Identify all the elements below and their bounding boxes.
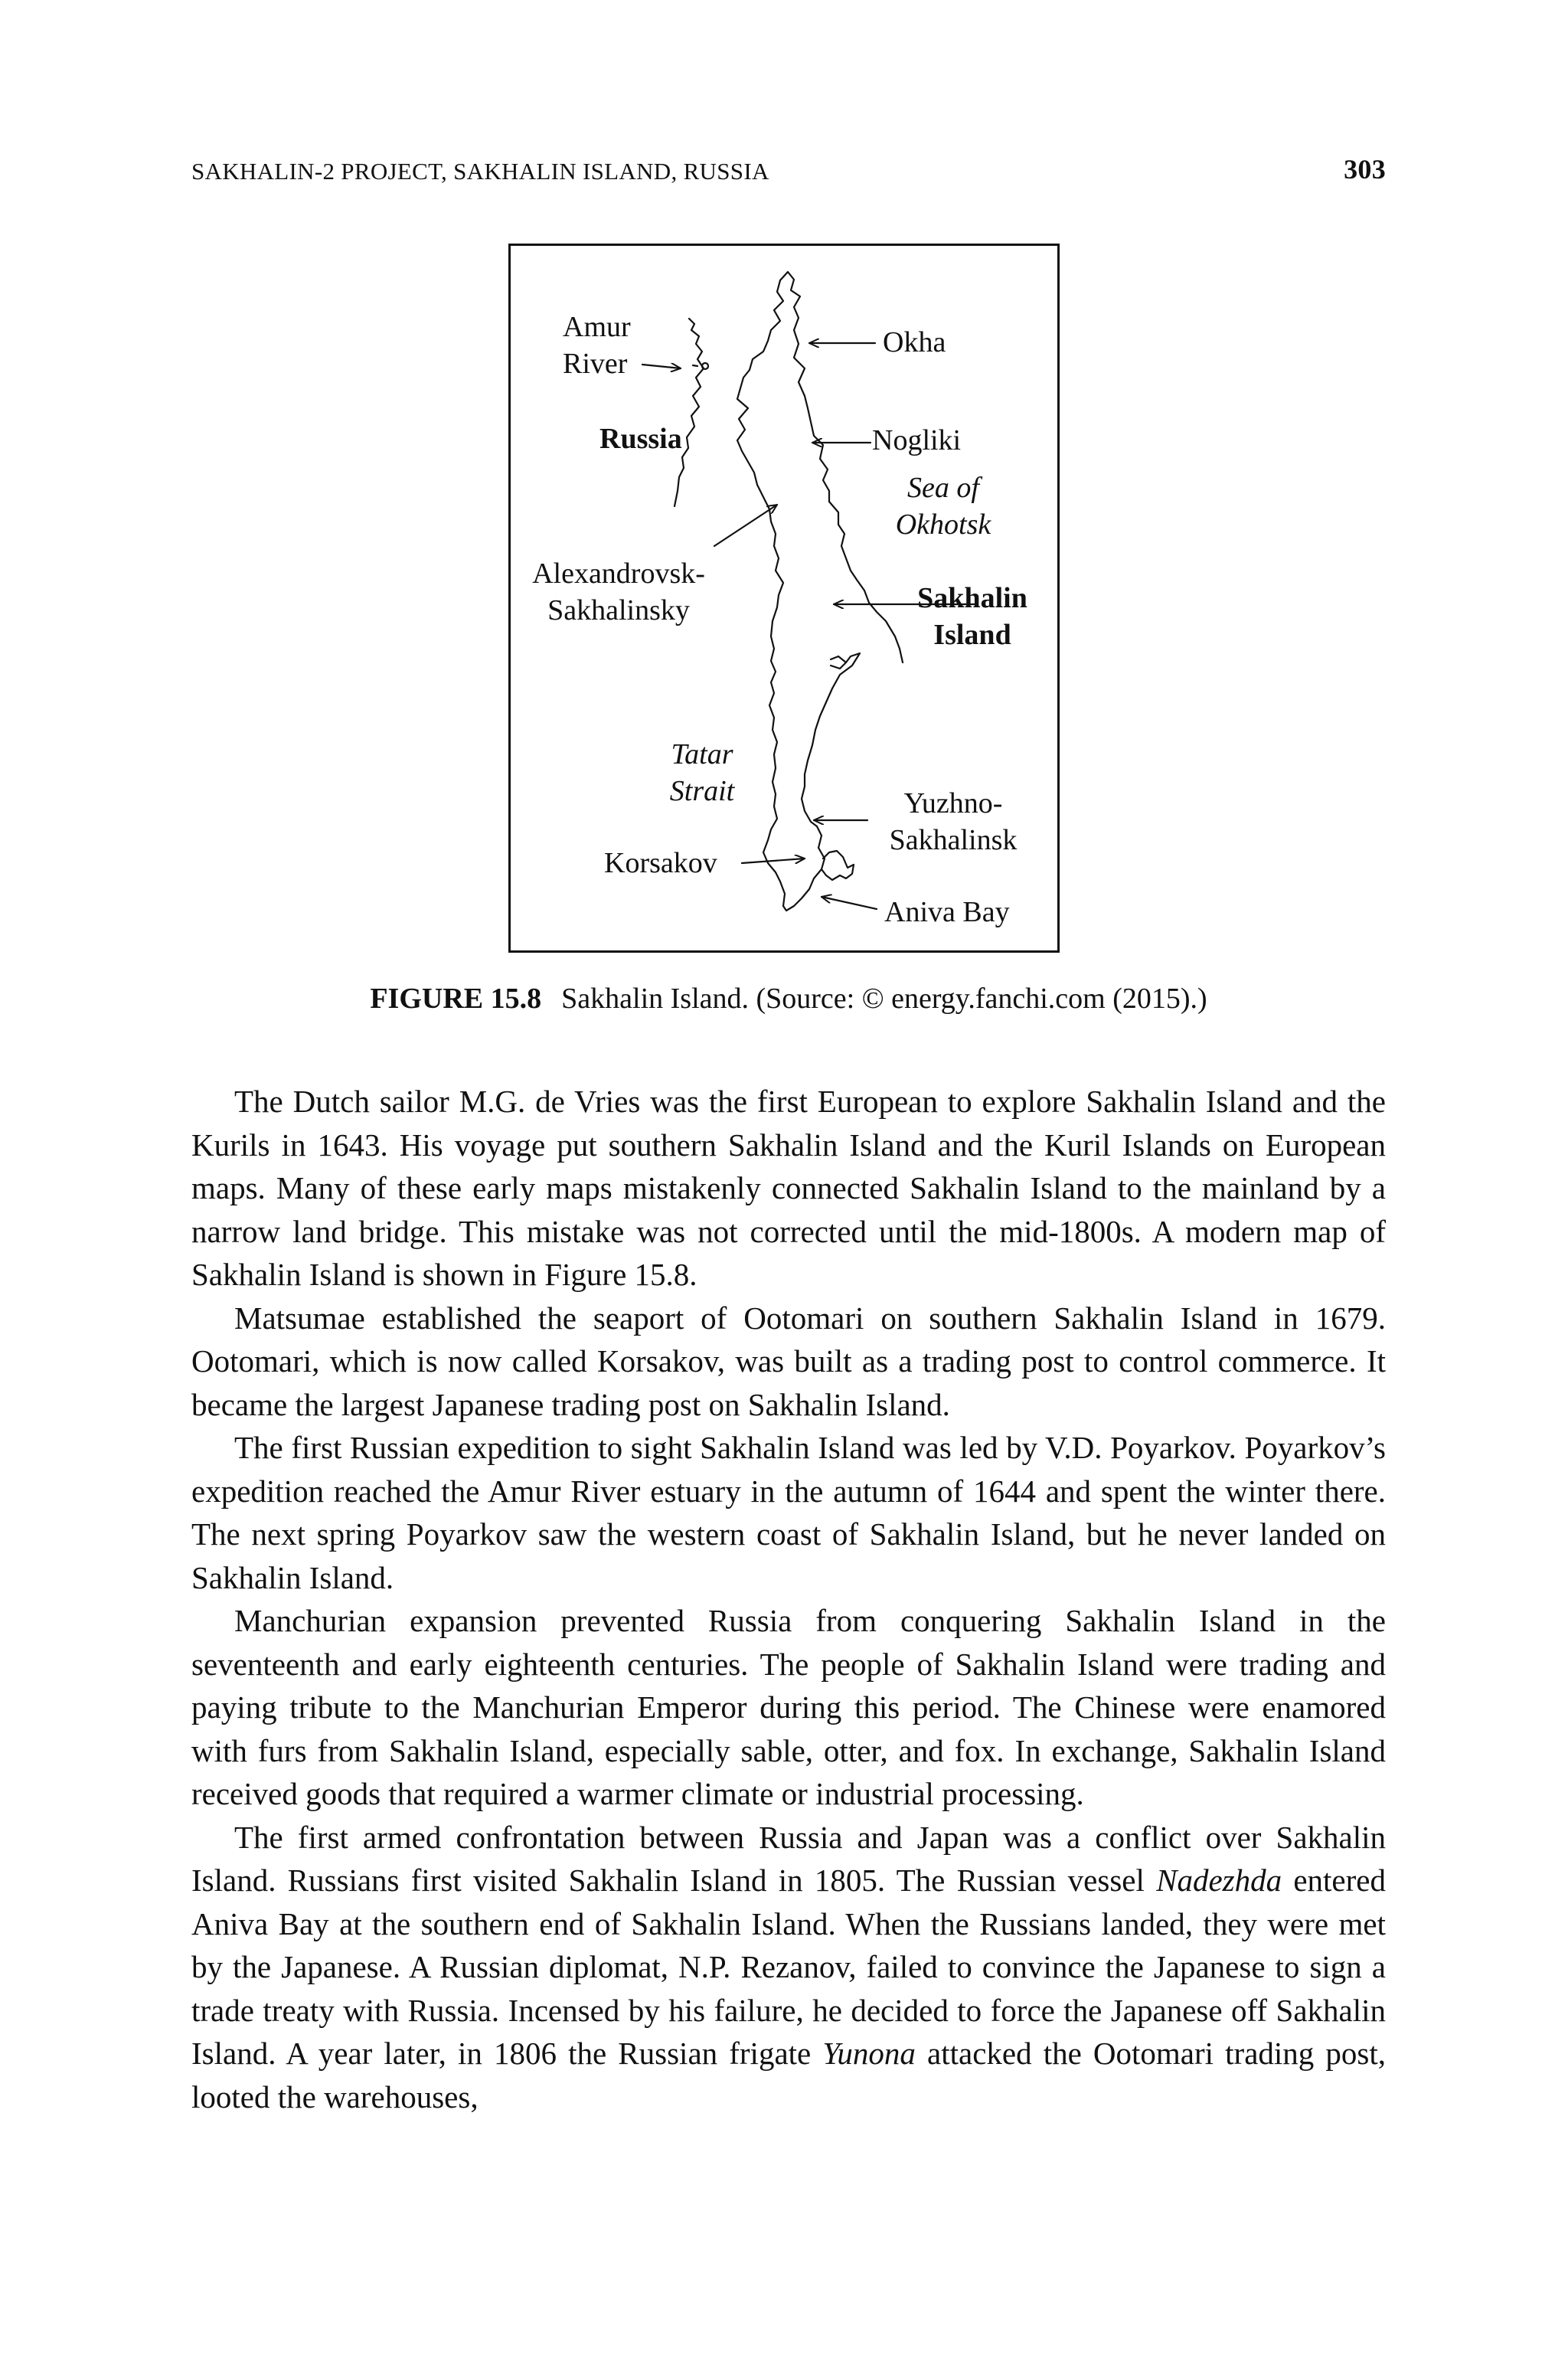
paragraph-4: Manchurian expansion prevented Russia from conquering Sakhalin Island in the seventeenth and early eighteenth centuries. The people of Sakhalin Island were trading and paying tribute to the Manchurian Emperor during this period. The Chinese were enamored with furs from Sakhalin Island, especially sable, otter, and fox. In exchange, Sakhalin Island received goods that required a warmer climate or industrial processing. [191, 1603, 1386, 1811]
label-sakhalin-line2: Island [933, 619, 1011, 651]
label-alexandrovsk-line2: Sakhalinsky [547, 594, 690, 626]
sakhalin-west-coast [737, 280, 785, 906]
label-sakhalin-island [907, 580, 1037, 653]
sakhalin-southeast-coast [783, 653, 860, 911]
aniva-pointer [822, 897, 877, 909]
running-head [191, 153, 1386, 191]
label-sea-line1: Sea of [907, 472, 979, 504]
ship-name-yunona: Yunona [822, 2036, 916, 2071]
label-amur-line2: River [563, 348, 628, 380]
label-yuzhno-line2: Sakhalinsk [889, 824, 1018, 856]
label-yuzhno-line1: Yuzhno- [903, 787, 1003, 819]
korsakov-pointer [742, 859, 805, 863]
sakhalin-map-figure [508, 244, 1060, 953]
paragraph-5-part-c: attacked the Ootomari trading post, looted the warehouses, [191, 2036, 1386, 2115]
label-tatar-strait [656, 736, 748, 810]
label-amur-river [563, 309, 631, 382]
mainland-coastline [675, 319, 704, 506]
label-russia: Russia [599, 423, 682, 455]
page-number: 303 [1344, 154, 1386, 185]
label-amur-line1: Amur [563, 311, 631, 343]
paragraph-5 [191, 1816, 1386, 2119]
paragraph-5-part-a: The first armed confrontation between Russia and Japan was a conflict over Sakhalin Island. Russians first visited Sakhalin Island in 1805. The Russian vessel [191, 1819, 1386, 1898]
paragraph-1: The Dutch sailor M.G. de Vries was the first European to explore Sakhalin Island and the Kurils in 1643. His voyage put southern Sakhalin Island and the Kuril Islands on European maps. Many of these early maps mistakenly connected Sakhalin Island to the mainland by a narrow land bridge. This mistake was not corrected until the mid-1800s. A modern map of Sakhalin Island is shown in Figure 15.8. [191, 1084, 1386, 1292]
amur-mouth-marker [693, 365, 697, 366]
label-sea-line2: Okhotsk [895, 509, 991, 541]
paragraph-2: Matsumae established the seaport of Ootomari on southern Sakhalin Island in 1679. Ootomari, which is now called Korsakov, was built as a trading post to control commerce. It became the largest Japanese trading post on Sakhalin Island. [191, 1300, 1386, 1422]
label-alexandrovsk [523, 555, 714, 629]
label-alexandrovsk-line1: Alexandrovsk- [532, 558, 705, 590]
label-okha: Okha [883, 326, 946, 358]
ship-name-nadezhda: Nadezhda [1156, 1863, 1282, 1898]
alexandrovsk-pointer [714, 505, 777, 546]
paragraph-5-part-b: entered Aniva Bay at the southern end of Sakhalin Island. When the Russians landed, they were met by the Japanese. A Russian diplomat, N.P. Rezanov, failed to convince the Japanese to sign a trade treaty with Russia. Incensed by his failure, he decided to force the Japanese off Sakhalin Island. A year later, in 1806 the Russian frigate [191, 1863, 1386, 2071]
label-sea-of-okhotsk [886, 469, 1001, 543]
label-yuzhno-sakhalinsk [877, 785, 1030, 859]
figure-caption [191, 982, 1386, 1016]
label-nogliki: Nogliki [872, 424, 962, 456]
aniva-bay-coast [822, 851, 854, 880]
label-tatar-line2: Strait [669, 775, 735, 807]
paragraph-3: The first Russian expedition to sight Sakhalin Island was led by V.D. Poyarkov. Poyarkov’s expedition reached the Amur River estuary in the autumn of 1644 and spent the winter there. The next spring Poyarkov saw the western coast of Sakhalin Island, but he never landed on Sakhalin Island. [191, 1430, 1386, 1595]
figure-caption-text: Sakhalin Island. (Source: © energy.fanchi.com (2015).) [561, 983, 1207, 1015]
label-sakhalin-line1: Sakhalin [917, 582, 1027, 614]
running-head-title: SAKHALIN-2 PROJECT, SAKHALIN ISLAND, RUSSIA [191, 158, 769, 185]
label-aniva-bay: Aniva Bay [884, 896, 1010, 928]
figure-number: FIGURE 15.8 [370, 983, 542, 1015]
label-korsakov: Korsakov [604, 847, 717, 879]
body-text [191, 1080, 1386, 2118]
label-tatar-line1: Tatar [671, 738, 733, 770]
amur-pointer [642, 365, 681, 368]
